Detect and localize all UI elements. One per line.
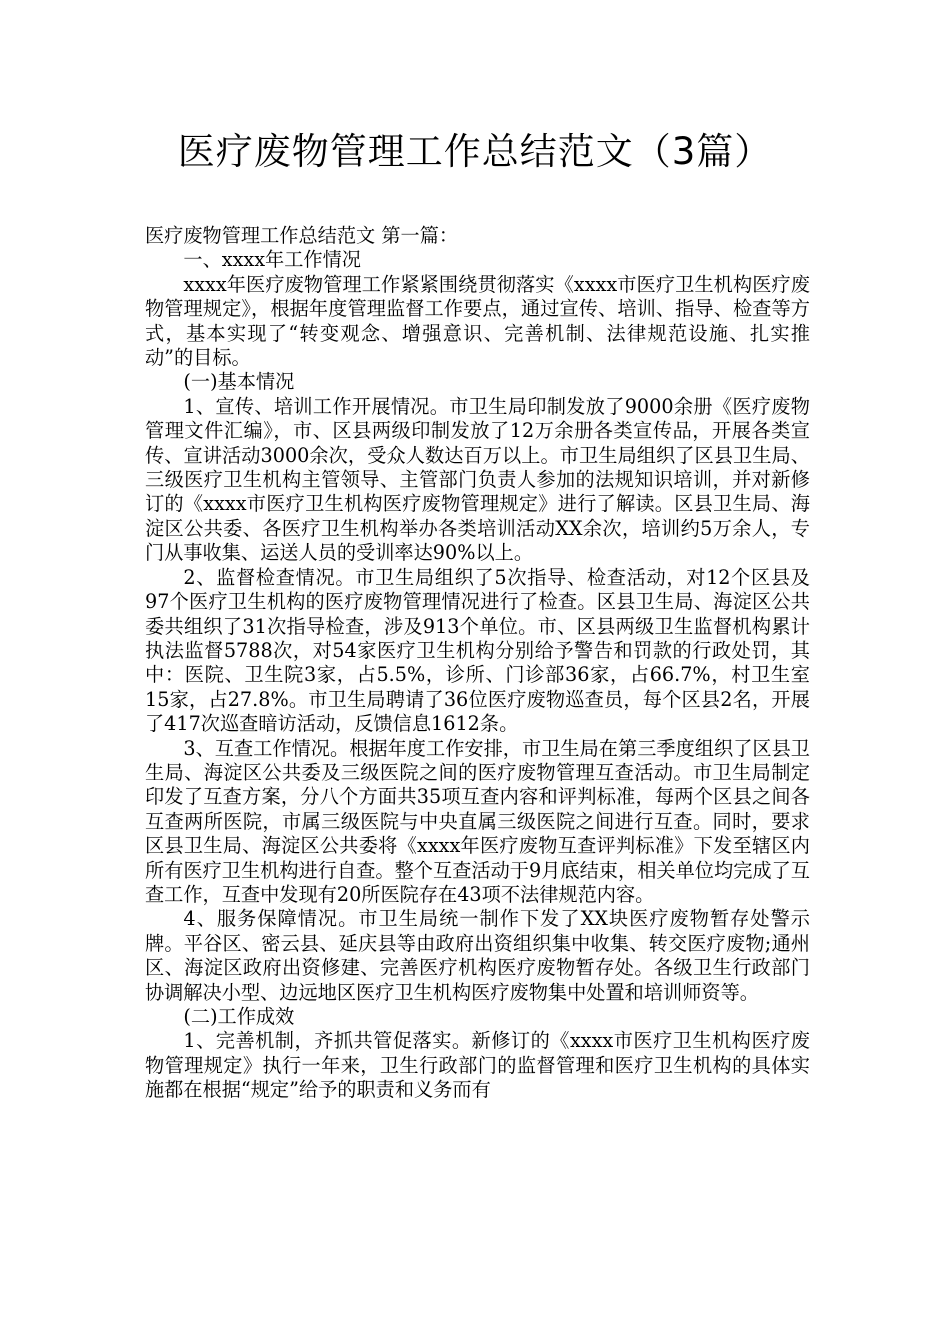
paragraph-service-support: 4、服务保障情况。市卫生局统一制作下发了XX块医疗废物暂存处警示牌。平谷区、密云县、延庆县等由政府出资组织集中收集、转交医疗废物;通州区、海淀区政府出资修建、完善医疗机构医疗废物暂存处。各级卫生行政部门协调解决小型、边远地区医疗卫生机构医疗废物集中处置和培训师资等。 bbox=[145, 907, 810, 1004]
heading-work-status: 一、xxxx年工作情况 bbox=[183, 248, 361, 272]
paragraph-supervision-inspection: 2、监督检查情况。市卫生局组织了5次指导、检查活动，对12个区县及97个医疗卫生机构的医疗废物管理情况进行了检查。区县卫生局、海淀区公共委共组织了31次指导检查，涉及913个单位。市、区县两级卫生监督机构累计执法监督5788次，对54家医疗卫生机构分别给予警告和罚款的行政处罚，其中：医院、卫生院3家，占5.5%，诊所、门诊部36家，占66.7%，村卫生室15家，占27.8%。市卫生局聘请了36位医疗废物巡查员，每个区县2名，开展了417次巡查暗访活动，反馈信息1612条。 bbox=[145, 565, 810, 736]
paragraph-publicity-training: 1、宣传、培训工作开展情况。市卫生局印制发放了9000余册《医疗废物管理文件汇编》，市、区县两级印制发放了12万余册各类宣传品，开展各类宣传、宣讲活动3000余次，受众人数达百万以上。市卫生局组织了区县卫生局、三级医疗卫生机构主管领导、主管部门负责人参加的法规知识培训，并对新修订的《xxxx市医疗卫生机构医疗废物管理规定》进行了解读。区县卫生局、海淀区公共委、各医疗卫生机构举办各类培训活动XX余次，培训约5万余人，专门从事收集、运送人员的受训率达90%以上。 bbox=[145, 394, 810, 565]
document-body bbox=[145, 224, 810, 1103]
subheading-work-results: (二)工作成效 bbox=[183, 1005, 295, 1028]
intro-paragraph: xxxx年医疗废物管理工作紧紧围绕贯彻落实《xxxx市医疗卫生机构医疗废物管理规定》，根据年度管理监督工作要点，通过宣传、培训、指导、检查等方式，基本实现了“转变观念、增强意识、完善机制、法律规范设施、扎实推动”的目标。 bbox=[145, 272, 810, 370]
document-title: 医疗废物管理工作总结范文（3篇） bbox=[177, 130, 773, 173]
section-heading: 医疗废物管理工作总结范文 第一篇： bbox=[145, 224, 459, 247]
paragraph-mutual-inspection: 3、互查工作情况。根据年度工作安排，市卫生局在第三季度组织了区县卫生局、海淀区公共委及三级医院之间的医疗废物管理互查活动。市卫生局制定印发了互查方案，分八个方面共35项互查内容和评判标准，每两个区县之间各互查两所医院，市属三级医院与中央直属三级医院之间进行互查。同时，要求区县卫生局、海淀区公共委将《xxxx年医疗废物互查评判标准》下发至辖区内所有医疗卫生机构进行自查。整个互查活动于9月底结束，相关单位均完成了互查工作，互查中发现有20所医院存在43项不法律规范内容。 bbox=[145, 736, 810, 906]
paragraph-improve-mechanism: 1、完善机制，齐抓共管促落实。新修订的《xxxx市医疗卫生机构医疗废物管理规定》执行一年来，卫生行政部门的监督管理和医疗卫生机构的具体实施都在根据“规定”给予的职责和义务而有 bbox=[145, 1029, 810, 1102]
subheading-basic-situation: (一)基本情况 bbox=[183, 370, 295, 394]
